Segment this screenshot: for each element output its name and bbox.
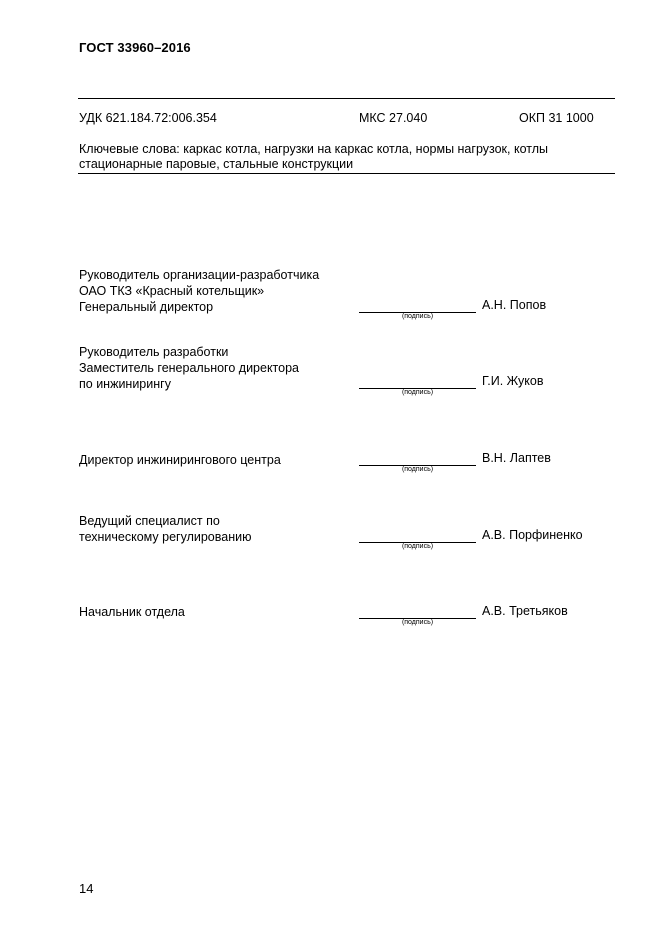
role-line: по инжинирингу <box>79 377 171 391</box>
keywords <box>79 142 599 172</box>
udk-code: УДК 621.184.72:006.354 <box>79 111 217 125</box>
signature-caption: (подпись) <box>401 313 434 320</box>
role-line: Директор инжинирингового центра <box>79 453 281 467</box>
signatory-name: А.В. Третьяков <box>482 604 568 618</box>
top-rule <box>78 98 615 99</box>
keywords-line-2: стационарные паровые, стальные конструкции <box>79 157 354 171</box>
role-line: Руководитель организации-разработчика <box>79 268 320 282</box>
signatory-name: В.Н. Лаптев <box>482 451 551 465</box>
signature-caption: (подпись) <box>401 466 434 473</box>
mks-code: МКС 27.040 <box>359 111 428 125</box>
signature-caption: (подпись) <box>401 619 434 626</box>
role-line: Начальник отдела <box>79 605 185 619</box>
bottom-rule <box>78 173 615 174</box>
okp-code: ОКП 31 1000 <box>519 111 594 125</box>
role-line: техническому регулированию <box>79 530 252 544</box>
role-line: Генеральный директор <box>79 300 214 314</box>
role-line: ОАО ТКЗ «Красный котельщик» <box>79 284 265 298</box>
signatory-name: Г.И. Жуков <box>482 374 544 388</box>
role-line: Ведущий специалист по <box>79 514 220 528</box>
signatory-name: А.В. Порфиненко <box>482 528 583 542</box>
role-line: Заместитель генерального директора <box>79 361 300 375</box>
signatory-name: А.Н. Попов <box>482 298 547 312</box>
document-code: ГОСТ 33960–2016 <box>79 40 191 55</box>
signature-caption: (подпись) <box>401 543 434 550</box>
signature-caption: (подпись) <box>401 389 434 396</box>
keywords-line-1: Ключевые слова: каркас котла, нагрузки на каркас котла, нормы нагрузок, котлы <box>79 142 548 156</box>
role-line: Руководитель разработки <box>79 345 229 359</box>
page-number: 14 <box>79 881 94 896</box>
